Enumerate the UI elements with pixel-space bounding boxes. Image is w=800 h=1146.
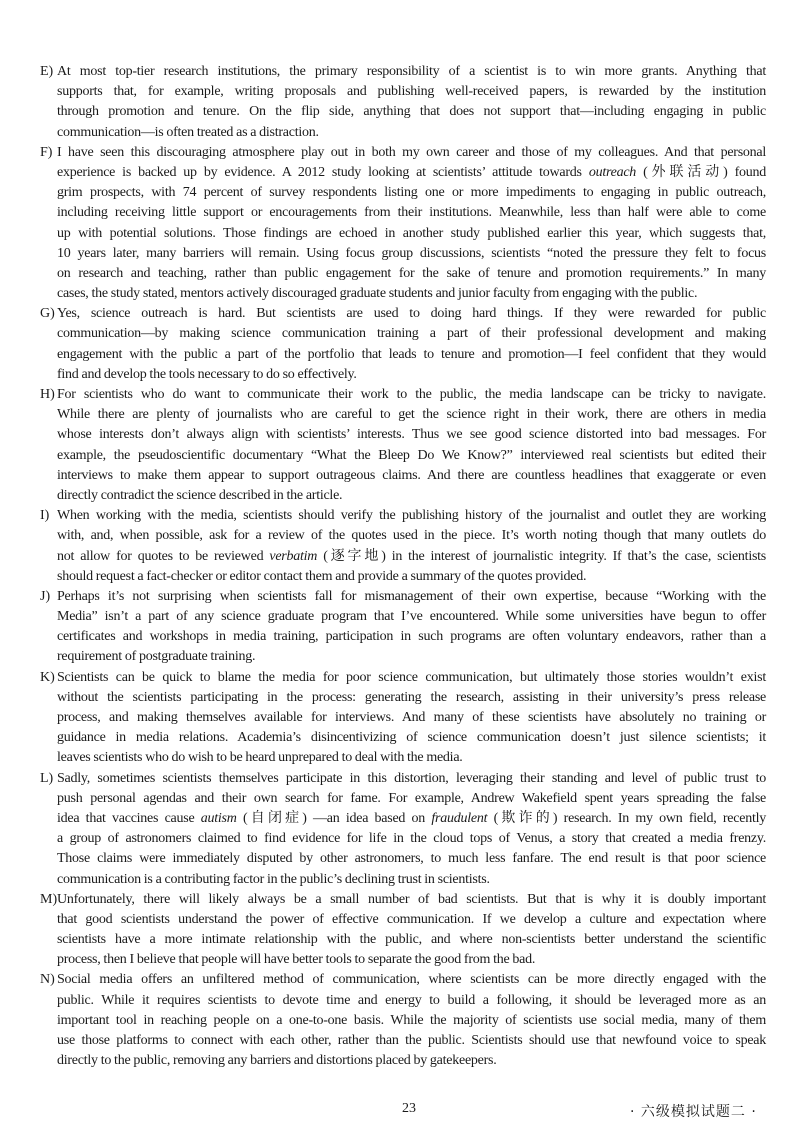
italic-term: verbatim xyxy=(269,548,318,564)
text-line: guidance in media relations. Academia’s disincentivizing of science communication doesn’t just silence scientists; it xyxy=(57,730,766,746)
text-segment: (逐字地) in the interest of journalistic integrity. If that’s the case, scientists xyxy=(317,548,766,564)
text-line: cases, the study stated, mentors actively discouraged graduate students and junior faculty from engaging with the public. xyxy=(57,286,698,302)
text-line: Perhaps it’s not surprising when scientists fall for mismanagement of their own expertise, because “Working with the xyxy=(57,588,766,604)
text-line: process, and making themselves available for interviews. And many of these scientists have absolutely no training or xyxy=(57,710,766,725)
text-line: whose interests don’t always align with scientists’ interests. Thus we see good science distorted into bad messages. For xyxy=(57,427,766,443)
text-segment: not allow for quotes to be reviewed xyxy=(57,548,270,564)
footer-section-title: · 六级模拟试题二 · xyxy=(630,1104,757,1120)
text-line: on research and teaching, rather than public engagement for the sake of tenure and promotion requirements.” In many xyxy=(57,265,766,281)
text-line: that good scientists understand the power of effective communication. If we develop a culture and expectation where xyxy=(57,911,766,927)
text-line: I have seen this discouraging atmosphere play out in both my own career and those of my colleagues. And that personal xyxy=(57,144,766,160)
text-line: use those platforms to connect with each other, rather than the public. Scientists should use that newfound voice to speak xyxy=(57,1033,766,1048)
paragraph-label: H) xyxy=(40,387,55,402)
text-line: certificates and workshops in media training, participation in such programs are often voluntary endeavors, rather than a xyxy=(57,629,766,645)
paragraph-j xyxy=(40,587,766,668)
paragraph-g xyxy=(40,304,766,385)
text-line: For scientists who do want to communicate their work to the public, the media landscape can be tricky to navigate. xyxy=(57,387,766,402)
text-line: without the scientists participating in the process: generating the research, assisting in their university’s press release xyxy=(57,689,766,705)
text-line: example, the pseudoscientific documentary “What the Bleep Do We Know?” interviewed real scientists but edited their xyxy=(57,447,766,463)
text-line: requirement of postgraduate training. xyxy=(57,649,256,665)
text-line: engagement with the public a part of the portfolio that leads to tenure and promotion—I feel confident that they would xyxy=(57,346,766,362)
text-line: a group of astronomers claimed to find evidence for life in the cloud tops of Venus, a story that created a media frenzy. xyxy=(57,831,766,847)
italic-term: fraudulent xyxy=(431,810,488,826)
text-line: through promotion and tenure. On the flip side, anything that does not support that—including engaging in public xyxy=(57,104,766,120)
text-line: Yes, science outreach is hard. But scientists are used to doing hard things. If they were rewarded for public xyxy=(57,306,766,322)
text-line: find and develop the tools necessary to do so effectively. xyxy=(57,366,357,382)
italic-term: outreach xyxy=(588,164,637,180)
paragraph-f xyxy=(40,143,766,305)
text-line: Unfortunately, there will likely always be a small number of bad scientists. But that is why it is doubly important xyxy=(57,891,766,907)
text-line: process, then I believe that people will have better tools to separate the good from the bad. xyxy=(57,952,536,968)
paragraph-label: I) xyxy=(40,508,50,524)
text-line: Scientists can be quick to blame the media for poor science communication, but ultimately those stories wouldn’t exist xyxy=(57,669,766,685)
text-line xyxy=(57,547,766,567)
text-line: Sadly, sometimes scientists themselves participate in this distortion, leveraging their standing and level of public trust to xyxy=(57,770,766,786)
text-segment: (自闭症) —an idea based on xyxy=(236,810,432,826)
text-line: with, and, when possible, ask for a review of the quotes used in the piece. It’s worth noting though that many outlets do xyxy=(57,528,766,544)
text-line: While there are plenty of journalists who are careful to get the science right in their work, there are others in media xyxy=(57,407,766,423)
paragraph-label: F) xyxy=(40,144,53,160)
paragraph-label: J) xyxy=(40,588,51,604)
text-line: Media” isn’t a part of any science graduate program that I’ve encountered. While some universities have begun to offer xyxy=(57,609,766,625)
paragraph-i xyxy=(40,506,766,587)
text-line xyxy=(57,809,766,829)
text-line: communication is a contributing factor in the public’s declining trust in scientists. xyxy=(57,871,490,887)
paragraph-label: K) xyxy=(40,669,55,685)
paragraph-label: G) xyxy=(40,306,55,322)
text-segment: experience is backed up by evidence. A 2012 study looking at scientists’ attitude towards xyxy=(57,164,589,180)
text-line: Those claims were immediately disputed by other astronomers, to much less fanfare. The end result is that poor science xyxy=(57,851,766,867)
paragraph-k xyxy=(40,668,766,769)
document-body xyxy=(40,62,766,1071)
paragraph-label: N) xyxy=(40,972,55,988)
text-line: Social media offers an unfiltered method of communication, where scientists can be more directly engaged with the xyxy=(57,972,766,988)
text-line: push personal agendas and their own search for fame. For example, Andrew Wakefield spent years spreading the false xyxy=(57,790,766,806)
text-line: communication—by making science communication training a part of their professional development and making xyxy=(57,326,766,342)
paragraph-label: M) xyxy=(40,891,58,907)
text-segment: idea that vaccines cause xyxy=(57,810,201,826)
paragraph-e xyxy=(40,62,766,143)
paragraph-m xyxy=(40,890,766,971)
paragraph-label: L) xyxy=(40,770,54,786)
text-segment: (欺诈的) research. In my own field, recently xyxy=(487,810,766,826)
page-number: 23 xyxy=(402,1101,416,1116)
italic-term: autism xyxy=(200,810,237,826)
text-line: 10 years later, many barriers will remain. Using focus group discussions, scientists “noted the pressure they felt to focus xyxy=(57,245,766,261)
text-line: grim prospects, with 74 percent of survey respondents listing one or more impediments to engaging in public outreach, xyxy=(57,185,766,201)
text-line: When working with the media, scientists should verify the publishing history of the journalist and outlet they are working xyxy=(57,508,766,524)
text-line: including receiving little support or encouragements from their institutions. Meanwhile, less than half were able to come xyxy=(57,205,766,221)
text-line: important tool in reaching people on a one-to-one basis. While the majority of scientists use social media, many of them xyxy=(57,1012,766,1028)
text-segment: (外联活动) found xyxy=(636,164,767,180)
text-line: directly contradict the science described in the article. xyxy=(57,487,343,503)
text-line: leaves scientists who do wish to be heard unprepared to deal with the media. xyxy=(57,750,463,766)
paragraph-label: E) xyxy=(40,64,54,79)
text-line: communication—is often treated as a distraction. xyxy=(57,124,319,140)
text-line: interviews to make them appear to support outrageous claims. And there are countless headlines that exaggerate or even xyxy=(57,467,766,483)
text-line: public. While it requires scientists to devote time and energy to build a following, it should be leveraged more as an xyxy=(57,992,766,1008)
text-line: directly to the public, removing any barriers and distortions placed by gatekeepers. xyxy=(57,1053,497,1069)
text-line: up with potential solutions. Those findings are echoed in another study published earlier this year, which suggests that, xyxy=(57,225,766,241)
paragraph-l xyxy=(40,769,766,890)
paragraph-n xyxy=(40,970,766,1071)
text-line: scientists have a more intimate relationship with the public, and where non-scientists better understand the scientific xyxy=(57,932,766,948)
text-line: At most top-tier research institutions, the primary responsibility of a scientist is to win more grants. Anything that xyxy=(57,64,766,79)
text-line: should request a fact-checker or editor contact them and provide a summary of the quotes provided. xyxy=(57,568,587,584)
paragraph-h xyxy=(40,385,766,506)
text-line xyxy=(57,163,766,183)
text-line: supports that, for example, writing proposals and publishing well-received papers, is rewarded by the institution xyxy=(57,84,766,100)
